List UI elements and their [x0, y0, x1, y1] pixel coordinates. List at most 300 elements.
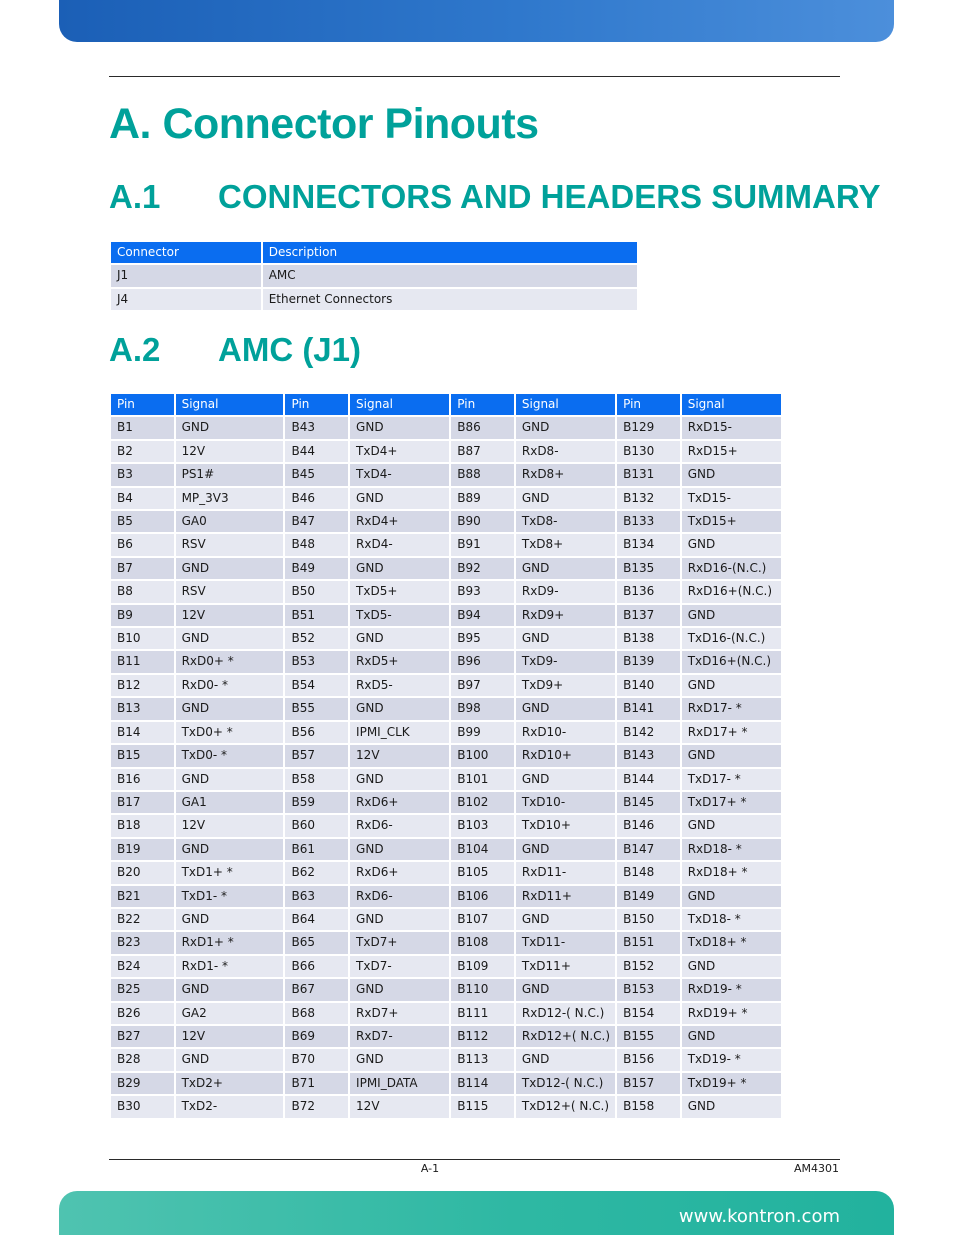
pin-cell: B134 — [617, 534, 680, 555]
section-number: A.1 — [109, 178, 161, 215]
signal-cell: RxD1+ * — [176, 932, 284, 953]
signal-cell: GND — [176, 909, 284, 930]
pin-cell: B107 — [451, 909, 514, 930]
pin-cell: B145 — [617, 792, 680, 813]
page-number: A-1 — [420, 1162, 440, 1175]
table-row — [111, 605, 781, 626]
column-header: Pin — [111, 394, 174, 415]
signal-cell: PS1# — [176, 464, 284, 485]
pin-cell: B139 — [617, 651, 680, 672]
pin-cell: B142 — [617, 722, 680, 743]
pin-cell: B65 — [285, 932, 348, 953]
signal-cell: GND — [176, 698, 284, 719]
pin-cell: B149 — [617, 886, 680, 907]
website-link[interactable]: www.kontron.com — [678, 1206, 840, 1227]
top-banner — [59, 0, 894, 42]
column-header: Signal — [516, 394, 615, 415]
signal-cell: TxD4- — [350, 464, 449, 485]
signal-cell: GND — [176, 769, 284, 790]
pin-cell: B48 — [285, 534, 348, 555]
pin-cell: B144 — [617, 769, 680, 790]
pin-cell: B97 — [451, 675, 514, 696]
table-cell: Ethernet Connectors — [263, 289, 637, 310]
pin-cell: B68 — [285, 1003, 348, 1024]
pin-cell: B26 — [111, 1003, 174, 1024]
table-row — [111, 1073, 781, 1094]
pin-cell: B23 — [111, 932, 174, 953]
pin-cell: B25 — [111, 979, 174, 1000]
signal-cell: RxD15+ — [682, 441, 781, 462]
table-row — [111, 886, 781, 907]
table-row — [111, 265, 637, 286]
signal-cell: TxD7+ — [350, 932, 449, 953]
signal-cell: RxD6+ — [350, 862, 449, 883]
signal-cell: 12V — [176, 441, 284, 462]
signal-cell: GND — [350, 628, 449, 649]
signal-cell: GND — [516, 558, 615, 579]
pin-cell: B101 — [451, 769, 514, 790]
pin-cell: B1 — [111, 417, 174, 438]
pin-cell: B11 — [111, 651, 174, 672]
pin-cell: B100 — [451, 745, 514, 766]
pin-cell: B98 — [451, 698, 514, 719]
signal-cell: RSV — [176, 534, 284, 555]
pin-cell: B109 — [451, 956, 514, 977]
signal-cell: GND — [350, 488, 449, 509]
signal-cell: RxD8- — [516, 441, 615, 462]
signal-cell: GND — [516, 839, 615, 860]
pin-cell: B8 — [111, 581, 174, 602]
signal-cell: TxD16+(N.C.) — [682, 651, 781, 672]
signal-cell: TxD7- — [350, 956, 449, 977]
signal-cell: TxD4+ — [350, 441, 449, 462]
signal-cell: GND — [682, 745, 781, 766]
pin-cell: B87 — [451, 441, 514, 462]
signal-cell: TxD8+ — [516, 534, 615, 555]
pin-cell: B2 — [111, 441, 174, 462]
connectors-summary-table — [109, 240, 639, 312]
signal-cell: RxD4- — [350, 534, 449, 555]
signal-cell: TxD9+ — [516, 675, 615, 696]
signal-cell: TxD0- * — [176, 745, 284, 766]
signal-cell: GND — [350, 909, 449, 930]
table-row — [111, 932, 781, 953]
signal-cell: GND — [350, 839, 449, 860]
pin-cell: B102 — [451, 792, 514, 813]
signal-cell: TxD11+ — [516, 956, 615, 977]
signal-cell: RxD9+ — [516, 605, 615, 626]
column-header: Connector — [111, 242, 261, 263]
signal-cell: TxD2- — [176, 1096, 284, 1117]
column-header: Pin — [451, 394, 514, 415]
pin-cell: B27 — [111, 1026, 174, 1047]
table-row — [111, 534, 781, 555]
table-row — [111, 1003, 781, 1024]
pin-cell: B72 — [285, 1096, 348, 1117]
pin-cell: B86 — [451, 417, 514, 438]
signal-cell: GND — [682, 464, 781, 485]
pin-cell: B10 — [111, 628, 174, 649]
signal-cell: IPMI_CLK — [350, 722, 449, 743]
pin-cell: B104 — [451, 839, 514, 860]
header-divider — [109, 76, 840, 77]
signal-cell: GND — [682, 605, 781, 626]
pin-cell: B96 — [451, 651, 514, 672]
pin-cell: B62 — [285, 862, 348, 883]
signal-cell: GA2 — [176, 1003, 284, 1024]
pin-cell: B7 — [111, 558, 174, 579]
section-heading-summary — [109, 178, 880, 216]
pin-cell: B66 — [285, 956, 348, 977]
signal-cell: RxD12+( N.C.) — [516, 1026, 615, 1047]
signal-cell: GND — [682, 886, 781, 907]
signal-cell: RxD8+ — [516, 464, 615, 485]
signal-cell: GND — [682, 815, 781, 836]
signal-cell: GND — [350, 979, 449, 1000]
signal-cell: RxD11- — [516, 862, 615, 883]
pin-cell: B88 — [451, 464, 514, 485]
pin-cell: B103 — [451, 815, 514, 836]
pin-cell: B43 — [285, 417, 348, 438]
column-header: Description — [263, 242, 637, 263]
pin-cell: B155 — [617, 1026, 680, 1047]
signal-cell: GND — [516, 488, 615, 509]
pin-cell: B13 — [111, 698, 174, 719]
pin-cell: B67 — [285, 979, 348, 1000]
signal-cell: TxD17+ * — [682, 792, 781, 813]
pin-cell: B12 — [111, 675, 174, 696]
signal-cell: RxD11+ — [516, 886, 615, 907]
table-row — [111, 769, 781, 790]
pin-cell: B70 — [285, 1049, 348, 1070]
pin-cell: B115 — [451, 1096, 514, 1117]
pin-cell: B110 — [451, 979, 514, 1000]
signal-cell: 12V — [176, 815, 284, 836]
signal-cell: RxD0+ * — [176, 651, 284, 672]
section-number: A.2 — [109, 331, 161, 368]
table-header-row — [111, 242, 637, 263]
table-row — [111, 441, 781, 462]
pin-cell: B59 — [285, 792, 348, 813]
table-row — [111, 675, 781, 696]
table-row — [111, 464, 781, 485]
signal-cell: GND — [682, 534, 781, 555]
signal-cell: TxD15+ — [682, 511, 781, 532]
pin-cell: B45 — [285, 464, 348, 485]
pin-cell: B9 — [111, 605, 174, 626]
pin-cell: B143 — [617, 745, 680, 766]
pin-cell: B92 — [451, 558, 514, 579]
column-header: Signal — [176, 394, 284, 415]
signal-cell: GND — [176, 558, 284, 579]
pin-cell: B5 — [111, 511, 174, 532]
pin-cell: B133 — [617, 511, 680, 532]
signal-cell: GND — [176, 1049, 284, 1070]
table-row — [111, 956, 781, 977]
pin-cell: B152 — [617, 956, 680, 977]
pin-cell: B141 — [617, 698, 680, 719]
signal-cell: GND — [176, 417, 284, 438]
pin-cell: B49 — [285, 558, 348, 579]
signal-cell: RxD10- — [516, 722, 615, 743]
pin-cell: B112 — [451, 1026, 514, 1047]
pin-cell: B105 — [451, 862, 514, 883]
signal-cell: MP_3V3 — [176, 488, 284, 509]
pin-cell: B15 — [111, 745, 174, 766]
pin-cell: B106 — [451, 886, 514, 907]
column-header: Signal — [350, 394, 449, 415]
signal-cell: GND — [682, 956, 781, 977]
table-row — [111, 698, 781, 719]
column-header: Pin — [617, 394, 680, 415]
amc-pinout-table — [109, 392, 783, 1120]
pin-cell: B55 — [285, 698, 348, 719]
pin-cell: B16 — [111, 769, 174, 790]
signal-cell: RxD9- — [516, 581, 615, 602]
signal-cell: GND — [682, 1096, 781, 1117]
pin-cell: B14 — [111, 722, 174, 743]
pin-cell: B54 — [285, 675, 348, 696]
table-header-row — [111, 394, 781, 415]
pin-cell: B148 — [617, 862, 680, 883]
footer-divider — [109, 1159, 840, 1160]
pin-cell: B91 — [451, 534, 514, 555]
signal-cell: RxD12-( N.C.) — [516, 1003, 615, 1024]
pin-cell: B60 — [285, 815, 348, 836]
pin-cell: B19 — [111, 839, 174, 860]
signal-cell: RxD17+ * — [682, 722, 781, 743]
signal-cell: GND — [350, 769, 449, 790]
signal-cell: TxD10+ — [516, 815, 615, 836]
signal-cell: TxD19+ * — [682, 1073, 781, 1094]
signal-cell: TxD19- * — [682, 1049, 781, 1070]
pin-cell: B24 — [111, 956, 174, 977]
table-row — [111, 1049, 781, 1070]
pin-cell: B156 — [617, 1049, 680, 1070]
table-row — [111, 792, 781, 813]
table-row — [111, 581, 781, 602]
signal-cell: TxD11- — [516, 932, 615, 953]
signal-cell: TxD5- — [350, 605, 449, 626]
table-row — [111, 839, 781, 860]
pin-cell: B51 — [285, 605, 348, 626]
pin-cell: B18 — [111, 815, 174, 836]
signal-cell: 12V — [176, 1026, 284, 1047]
signal-cell: TxD2+ — [176, 1073, 284, 1094]
pin-cell: B129 — [617, 417, 680, 438]
signal-cell: IPMI_DATA — [350, 1073, 449, 1094]
signal-cell: TxD12-( N.C.) — [516, 1073, 615, 1094]
pin-cell: B146 — [617, 815, 680, 836]
pin-cell: B140 — [617, 675, 680, 696]
pin-cell: B4 — [111, 488, 174, 509]
pin-cell: B132 — [617, 488, 680, 509]
signal-cell: TxD0+ * — [176, 722, 284, 743]
pin-cell: B130 — [617, 441, 680, 462]
signal-cell: 12V — [176, 605, 284, 626]
signal-cell: TxD8- — [516, 511, 615, 532]
signal-cell: RxD5+ — [350, 651, 449, 672]
table-row — [111, 511, 781, 532]
chapter-title: A. Connector Pinouts — [109, 100, 539, 148]
section-title-text: AMC (J1) — [218, 331, 362, 368]
pin-cell: B114 — [451, 1073, 514, 1094]
signal-cell: TxD10- — [516, 792, 615, 813]
pin-cell: B22 — [111, 909, 174, 930]
signal-cell: RxD16-(N.C.) — [682, 558, 781, 579]
signal-cell: TxD9- — [516, 651, 615, 672]
pin-cell: B56 — [285, 722, 348, 743]
signal-cell: GA0 — [176, 511, 284, 532]
signal-cell: GND — [682, 1026, 781, 1047]
signal-cell: GND — [350, 558, 449, 579]
signal-cell: RxD4+ — [350, 511, 449, 532]
table-row — [111, 558, 781, 579]
signal-cell: GND — [350, 698, 449, 719]
signal-cell: RxD0- * — [176, 675, 284, 696]
signal-cell: RxD15- — [682, 417, 781, 438]
signal-cell: GND — [176, 839, 284, 860]
pin-cell: B29 — [111, 1073, 174, 1094]
pin-cell: B111 — [451, 1003, 514, 1024]
pin-cell: B99 — [451, 722, 514, 743]
signal-cell: GND — [350, 417, 449, 438]
table-row — [111, 289, 637, 310]
signal-cell: RxD19+ * — [682, 1003, 781, 1024]
pin-cell: B108 — [451, 932, 514, 953]
signal-cell: TxD18+ * — [682, 932, 781, 953]
signal-cell: TxD15- — [682, 488, 781, 509]
pin-cell: B138 — [617, 628, 680, 649]
pin-cell: B95 — [451, 628, 514, 649]
signal-cell: RxD18- * — [682, 839, 781, 860]
pin-cell: B44 — [285, 441, 348, 462]
signal-cell: RxD17- * — [682, 698, 781, 719]
signal-cell: RxD1- * — [176, 956, 284, 977]
table-row — [111, 651, 781, 672]
pin-cell: B90 — [451, 511, 514, 532]
pin-cell: B21 — [111, 886, 174, 907]
pin-cell: B28 — [111, 1049, 174, 1070]
signal-cell: 12V — [350, 1096, 449, 1117]
signal-cell: RxD10+ — [516, 745, 615, 766]
pin-cell: B136 — [617, 581, 680, 602]
table-row — [111, 862, 781, 883]
pin-cell: B94 — [451, 605, 514, 626]
pin-cell: B30 — [111, 1096, 174, 1117]
pin-cell: B150 — [617, 909, 680, 930]
pin-cell: B46 — [285, 488, 348, 509]
section-title-text: CONNECTORS AND HEADERS SUMMARY — [218, 178, 881, 215]
pin-cell: B17 — [111, 792, 174, 813]
signal-cell: RxD6+ — [350, 792, 449, 813]
signal-cell: GND — [350, 1049, 449, 1070]
signal-cell: RxD7- — [350, 1026, 449, 1047]
signal-cell: GA1 — [176, 792, 284, 813]
signal-cell: TxD1- * — [176, 886, 284, 907]
table-row — [111, 815, 781, 836]
pin-cell: B154 — [617, 1003, 680, 1024]
signal-cell: TxD5+ — [350, 581, 449, 602]
pin-cell: B3 — [111, 464, 174, 485]
pin-cell: B153 — [617, 979, 680, 1000]
signal-cell: RxD19- * — [682, 979, 781, 1000]
pin-cell: B6 — [111, 534, 174, 555]
pin-cell: B113 — [451, 1049, 514, 1070]
table-row — [111, 1096, 781, 1117]
pin-cell: B57 — [285, 745, 348, 766]
table-row — [111, 1026, 781, 1047]
signal-cell: TxD12+( N.C.) — [516, 1096, 615, 1117]
section-heading-amc — [109, 331, 361, 369]
column-header: Signal — [682, 394, 781, 415]
table-row — [111, 488, 781, 509]
document-id: AM4301 — [793, 1162, 839, 1175]
table-row — [111, 628, 781, 649]
signal-cell: GND — [682, 675, 781, 696]
table-row — [111, 909, 781, 930]
table-cell: AMC — [263, 265, 637, 286]
pin-cell: B69 — [285, 1026, 348, 1047]
signal-cell: RxD16+(N.C.) — [682, 581, 781, 602]
signal-cell: GND — [516, 769, 615, 790]
pin-cell: B50 — [285, 581, 348, 602]
signal-cell: GND — [176, 979, 284, 1000]
signal-cell: TxD16-(N.C.) — [682, 628, 781, 649]
pin-cell: B89 — [451, 488, 514, 509]
signal-cell: TxD17- * — [682, 769, 781, 790]
signal-cell: GND — [516, 417, 615, 438]
pin-cell: B147 — [617, 839, 680, 860]
signal-cell: RxD5- — [350, 675, 449, 696]
pin-cell: B158 — [617, 1096, 680, 1117]
table-row — [111, 722, 781, 743]
table-row — [111, 979, 781, 1000]
signal-cell: TxD1+ * — [176, 862, 284, 883]
pin-cell: B63 — [285, 886, 348, 907]
pin-cell: B137 — [617, 605, 680, 626]
signal-cell: GND — [516, 628, 615, 649]
pin-cell: B20 — [111, 862, 174, 883]
signal-cell: GND — [176, 628, 284, 649]
pin-cell: B151 — [617, 932, 680, 953]
pin-cell: B61 — [285, 839, 348, 860]
signal-cell: RxD18+ * — [682, 862, 781, 883]
pin-cell: B64 — [285, 909, 348, 930]
column-header: Pin — [285, 394, 348, 415]
signal-cell: GND — [516, 1049, 615, 1070]
bottom-banner — [59, 1191, 894, 1235]
signal-cell: GND — [516, 698, 615, 719]
signal-cell: GND — [516, 979, 615, 1000]
pin-cell: B53 — [285, 651, 348, 672]
signal-cell: RxD6- — [350, 815, 449, 836]
table-cell: J1 — [111, 265, 261, 286]
table-row — [111, 417, 781, 438]
signal-cell: RxD7+ — [350, 1003, 449, 1024]
pin-cell: B47 — [285, 511, 348, 532]
pin-cell: B131 — [617, 464, 680, 485]
signal-cell: RxD6- — [350, 886, 449, 907]
table-row — [111, 745, 781, 766]
pin-cell: B135 — [617, 558, 680, 579]
pin-cell: B58 — [285, 769, 348, 790]
signal-cell: GND — [516, 909, 615, 930]
signal-cell: 12V — [350, 745, 449, 766]
signal-cell: RSV — [176, 581, 284, 602]
pin-cell: B52 — [285, 628, 348, 649]
pin-cell: B157 — [617, 1073, 680, 1094]
